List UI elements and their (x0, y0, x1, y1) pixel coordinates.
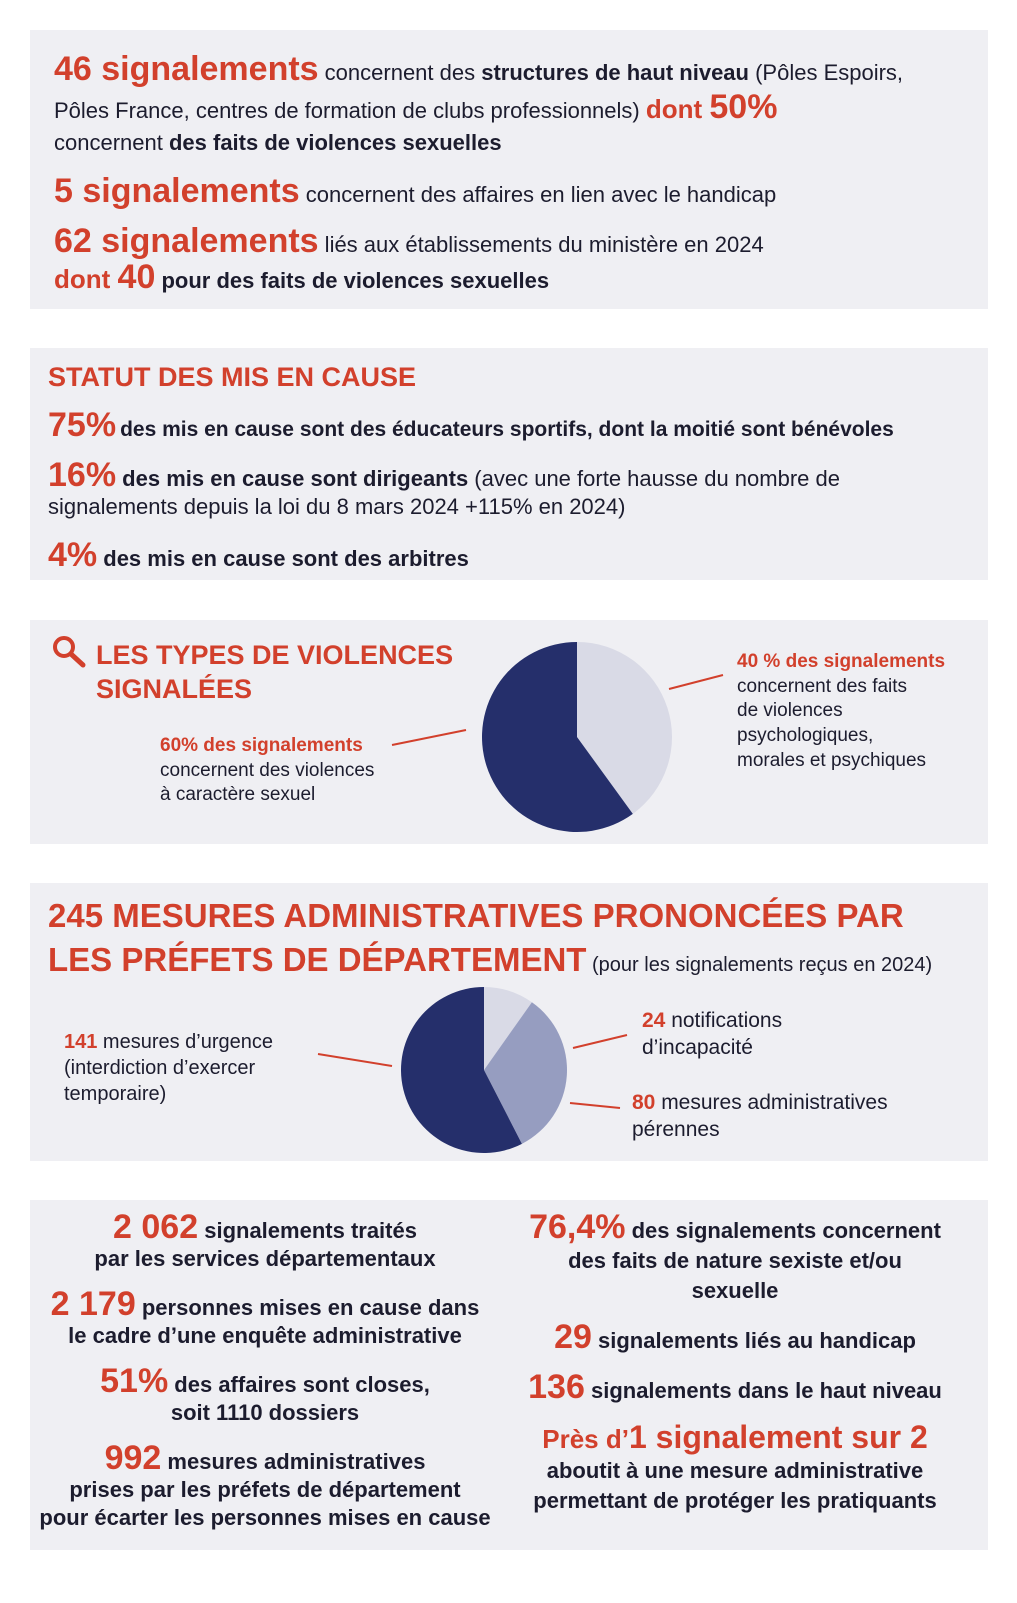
figure-46: 46 signalements (54, 50, 319, 88)
figure-4pct: 4% (48, 536, 98, 574)
violence-pie-chart (482, 642, 672, 832)
figure-75pct: 75% (48, 406, 117, 444)
stat-992: 992 mesures administratives prises par les préfets de département pour écarter les personnes mises en cause (39, 1439, 491, 1530)
violence-types-panel (30, 620, 988, 844)
measures-label-80: 80 mesures administratives pérennes (632, 1091, 888, 1142)
status-panel (30, 348, 988, 580)
measures-pie-chart (401, 987, 567, 1153)
line-high-level-3: concernent des faits de violences sexuelles (54, 130, 502, 155)
stat-76-4pct: 76,4% des signalements concernent des faits de nature sexiste et/ou sexuelle (529, 1208, 941, 1303)
line-high-level: 46 signalements concernent des structures de haut niveau (Pôles Espoirs, (54, 50, 904, 88)
measures-panel (30, 883, 988, 1161)
leader-line-40 (667, 672, 727, 692)
stat-136: 136 signalements dans le haut niveau (528, 1368, 942, 1406)
measures-heading-1: 245 MESURES ADMINISTRATIVES PRONONCÉES PAR (48, 897, 904, 934)
leader-line-24 (571, 1031, 631, 1051)
stat-51pct: 51% des affaires sont closes, soit 1110 dossiers (100, 1362, 430, 1425)
violence-label-40: 40 % des signalements concernent des faits de violences psychologiques, morales et psychiques (737, 651, 946, 771)
status-row-referees: 4% des mis en cause sont des arbitres (48, 536, 469, 574)
line-ministry-2: dont 40 pour des faits de violences sexuelles (54, 258, 550, 296)
key-figures-panel (30, 30, 988, 309)
status-row-educators: 75% des mis en cause sont des éducateurs sportifs, dont la moitié sont bénévoles (48, 406, 894, 444)
measures-heading-2: LES PRÉFETS DE DÉPARTEMENT (pour les signalements reçus en 2024) (48, 941, 933, 978)
leader-line-80 (568, 1097, 628, 1117)
leader-line-141 (316, 1051, 396, 1071)
violence-heading: LES TYPES DE VIOLENCES SIGNALÉES (96, 640, 454, 704)
stat-2179: 2 179 personnes mises en cause dans le cadre d’une enquête administrative (50, 1285, 480, 1348)
summary-left-column (30, 1210, 500, 1532)
line-high-level-2: Pôles France, centres de formation de clubs professionnels) dont 50% (54, 88, 778, 126)
figure-16pct: 16% (48, 456, 117, 494)
stat-2062: 2 062 signalements traités par les services départementaux (94, 1208, 436, 1271)
measures-label-141: 141 mesures d’urgence (interdiction d’exercer temporaire) (64, 1031, 274, 1105)
status-row-leaders-2: signalements depuis la loi du 8 mars 2024 +115% en 2024) (48, 494, 626, 519)
measures-label-24: 24 notifications d’incapacité (642, 1009, 783, 1060)
summary-right-column (500, 1210, 970, 1516)
status-row-leaders: 16% des mis en cause sont dirigeants (avec une forte hausse du nombre de (48, 456, 840, 494)
line-handicap: 5 signalements concernent des affaires en lien avec le handicap (54, 172, 777, 210)
stat-29: 29 signalements liés au handicap (554, 1318, 916, 1356)
violence-label-60: 60% des signalements concernent des violences à caractère sexuel (160, 735, 375, 806)
summary-panel (30, 1200, 988, 1550)
status-heading: STATUT DES MIS EN CAUSE (48, 362, 417, 392)
figure-62: 62 signalements (54, 222, 319, 260)
figure-40: 40 (117, 258, 156, 296)
stat-1-sur-2: Près d’1 signalement sur 2 aboutit à une mesure administrative permettant de protéger les pratiquants (533, 1419, 937, 1513)
line-ministry: 62 signalements liés aux établissements du ministère en 2024 (54, 222, 764, 260)
figure-5: 5 signalements (54, 172, 300, 210)
figure-50pct: 50% (709, 88, 778, 126)
magnifier-icon (50, 634, 90, 668)
